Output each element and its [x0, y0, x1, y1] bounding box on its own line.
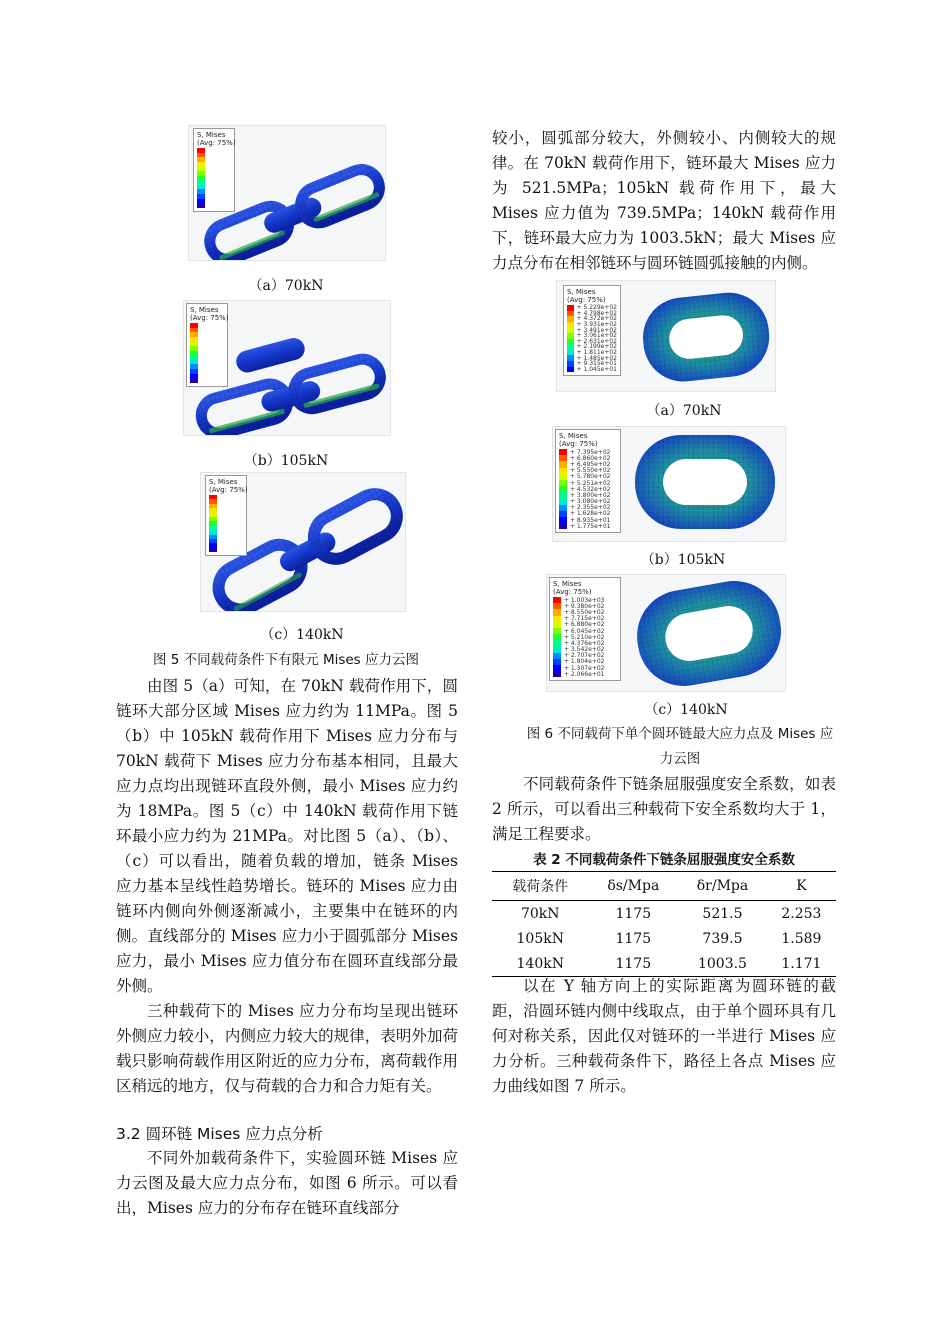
legend-value: + 3.491e+02: [576, 326, 617, 334]
legend-scale-values: [550, 596, 620, 680]
table-cell: 140kN: [492, 951, 589, 977]
right-para-bottom: 以在 Y 轴方向上的实际距离为圆环链的截距，沿圆环链内侧中线取点，由于单个圆环具有几何对称关系，因此仅对链环的一半进行 Mises 应力分析。三种载荷条件下，路径上各点 Mises 应力曲线如图 7 所示。: [492, 977, 836, 1095]
legend-value: + 4.376e+02: [564, 639, 605, 647]
legend-value: + 4.798e+02: [576, 309, 617, 317]
left-para-1: 由图 5（a）可知，在 70kN 载荷作用下，圆链环大部分区域 Mises 应力约为 11MPa。图 5（b）中 105kN 载荷作用下 Mises 应力分布与 70kN 载荷下 Mises 应力分布基本相同，且最大应力点均出现链环直段外侧，最小 Mises 应力约为 18MPa。图 5（c）中 140kN 载荷作用下链环最小应力约为 21MPa。对比图 5（a）、（b）、（c）可以看出，随着负载的增加，链条 Mises 应力基本呈线性趋势增长。链环的 Mises 应力由链环内侧向外侧逐渐减小，主要集中在链环的内侧。直线部分的 Mises 应力小于圆弧部分 Mises 应力，最小 Mises 应力值分布在圆环直线部分最外侧。: [116, 677, 458, 995]
table-cell: 2.253: [781, 905, 822, 922]
legend-value: + 2.631e+02: [576, 337, 617, 345]
fig6a-legend: S, Mises (Avg: 75%) + 5.229e+02 + 4.798e+02 + 4.372e+02 + 3.931e+02 + 3.491e+02 + 3.061e+02 + 2.631e+02 + 2.199e+02 + 1.811e+02 + 1.485e+02 + 9.315e+01 + 1.045e+01: [563, 285, 621, 376]
legend-value: + 1.003e+03: [564, 596, 605, 604]
fig5b-caption: （b）105kN: [243, 453, 329, 469]
legend-value: + 5.251e+02: [570, 479, 611, 487]
right-column-mid: [492, 772, 836, 847]
legend-value: + 6.495e+02: [570, 460, 611, 468]
legend-value: + 8.550e+02: [564, 608, 605, 616]
table-cell: 1175: [589, 951, 679, 977]
legend-scale: [194, 147, 234, 211]
table-cell: 521.5: [702, 905, 743, 922]
legend-value: + 5.229e+02: [576, 304, 617, 312]
right-para-mid: 不同载荷条件下链条屈服强度安全系数，如表 2 所示，可以看出三种载荷下安全系数均大于 1，满足工程要求。: [492, 775, 836, 843]
fig5c-caption: （c）140kN: [260, 627, 344, 643]
legend-swatch: [553, 671, 561, 677]
left-para-3: 不同外加载荷条件下，实验圆环链 Mises 应力云图及最大应力点分布，如图 6 所示。可以看出，Mises 应力的分布存在链环直线部分: [116, 1149, 458, 1217]
fig6b-legend: S, Mises (Avg: 75%) + 7.395e+02 + 6.860e+02 + 6.495e+02 + 5.550e+02 + 5.780e+02 + 5.251e+02 + 4.532e+02 + 3.800e+02 + 3.080e+02 + 2.355e+02 + 1.628e+02 + 8.935e+01 + 1.775e+01: [555, 429, 621, 533]
table-header-row: [492, 872, 836, 901]
fig6b-image: [552, 426, 786, 542]
legend-value: + 9.380e+02: [564, 602, 605, 610]
legend-scale-values: [556, 448, 620, 532]
table-header-cell: δr/Mpa: [678, 872, 767, 901]
legend-value: + 5.550e+02: [570, 467, 611, 475]
legend-value: + 9.315e+01: [576, 360, 617, 368]
fig6a-caption: （a）70kN: [646, 403, 722, 419]
legend-value: + 5.780e+02: [570, 473, 611, 481]
legend-swatch-row: [553, 671, 617, 677]
legend-value: + 2.707e+02: [564, 652, 605, 660]
legend-swatch: [197, 203, 205, 208]
legend-swatch: [559, 523, 567, 529]
legend-value: + 3.931e+02: [576, 321, 617, 329]
legend-value: + 3.061e+02: [576, 332, 617, 340]
fig6c-legend: S, Mises (Avg: 75%) + 1.003e+03 + 9.380e+02 + 8.550e+02 + 7.715e+02 + 6.880e+02 + 6.045e+02 + 5.210e+02 + 4.376e+02 + 3.542e+02 + 2.707e+02 + 1.804e+02 + 1.307e+02 + 2.066e+01: [549, 577, 621, 681]
table-cell: 1003.5: [678, 951, 767, 977]
legend-value: + 1.628e+02: [570, 510, 611, 518]
fig6-caption-line1: 图 6 不同载荷下单个圆环链最大应力点及 Mises 应: [526, 726, 834, 742]
legend-swatch-row: [559, 523, 617, 529]
table2-caption: 表 2 不同载荷条件下链条屈服强度安全系数: [533, 852, 795, 868]
table-cell: 1.171: [767, 951, 836, 977]
fig5c-legend: S, Mises (Avg: 75%): [205, 475, 247, 556]
left-column: [116, 674, 458, 1099]
fig6a-image: [556, 280, 776, 392]
section-heading-3-2: 3.2 圆环链 Mises 应力点分析: [116, 1125, 323, 1143]
legend-swatch-row: [197, 203, 231, 208]
legend-value: + 6.045e+02: [564, 627, 605, 635]
left-para-2: 三种载荷下的 Mises 应力分布均呈现出链环外侧应力较小，内侧应力较大的规律，表明外加荷载只影响荷载作用区附近的应力分布，离荷载作用区稍远的地方，仅与荷载的合力和合力矩有关。: [116, 1002, 458, 1095]
legend-value: + 4.532e+02: [570, 485, 611, 493]
fig6c-image: [546, 574, 786, 692]
legend-value: + 1.485e+02: [576, 354, 617, 362]
legend-swatch-row: [567, 367, 617, 373]
fig6b-caption: （b）105kN: [640, 552, 726, 568]
legend-value: + 1.811e+02: [576, 349, 617, 357]
legend-swatch: [190, 378, 198, 383]
fig5b-legend: S, Mises (Avg: 75%): [186, 303, 228, 387]
legend-value: + 3.080e+02: [570, 498, 611, 506]
fig5-caption: 图 5 不同载荷条件下有限元 Mises 应力云图: [152, 652, 420, 668]
right-column-bottom: [492, 974, 836, 1099]
legend-value: + 3.542e+02: [564, 646, 605, 654]
table-row: [492, 951, 836, 977]
legend-scale: [206, 494, 246, 555]
fig5a-legend: S, Mises (Avg: 75%): [193, 128, 235, 212]
table2: [492, 871, 836, 977]
legend-scale-values: [564, 304, 620, 375]
table-header-cell: δs/Mpa: [589, 872, 679, 901]
legend-value: + 4.372e+02: [576, 315, 617, 323]
fig6-caption: [500, 722, 860, 772]
table-cell: 1.589: [781, 930, 822, 947]
left-column-bottom: [116, 1146, 458, 1221]
legend-value: + 7.395e+02: [570, 448, 611, 456]
legend-swatch: [209, 548, 217, 552]
table-header-cell: 载荷条件: [492, 872, 589, 901]
table-cell: 739.5: [702, 930, 743, 947]
legend-value: + 2.355e+02: [570, 504, 611, 512]
table-cell: 70kN: [520, 905, 560, 922]
legend-value: + 1.804e+02: [564, 658, 605, 666]
fig5b-image: [183, 300, 391, 436]
table-cell: 1175: [615, 905, 652, 922]
legend-value: + 1.307e+02: [564, 664, 605, 672]
fig5a-image: [188, 125, 386, 261]
legend-swatch-row: [209, 548, 243, 552]
legend-value: + 5.210e+02: [564, 633, 605, 641]
legend-value: + 3.800e+02: [570, 491, 611, 499]
legend-value: + 6.880e+02: [564, 621, 605, 629]
legend-value: + 7.715e+02: [564, 615, 605, 623]
legend-swatch-row: [190, 378, 224, 383]
legend-value: + 8.935e+01: [570, 516, 611, 524]
table-cell: 1175: [615, 930, 652, 947]
table-row: [492, 901, 836, 927]
legend-value: + 1.775e+01: [570, 522, 611, 530]
right-column-top: [492, 126, 836, 276]
legend-swatch: [567, 367, 574, 373]
legend-value: + 2.199e+02: [576, 343, 617, 351]
table-header-cell: K: [767, 872, 836, 901]
fig6-caption-line2: 力云图: [659, 751, 701, 767]
legend-value: + 6.860e+02: [570, 454, 611, 462]
right-para-top: 较小，圆弧部分较大，外侧较小、内侧较大的规律。在 70kN 载荷作用下，链环最大 Mises 应力为 521.5MPa；105kN 载荷作用下，最大 Mises 应力值为 739.5MPa；140kN 载荷作用下，链环最大应力为 1003.5kN；最大 Mises 应力点分布在相邻链环与圆环链圆弧接触的内侧。: [492, 129, 836, 272]
legend-value: + 2.066e+01: [564, 670, 605, 678]
fig5c-image: [200, 472, 406, 612]
table-row: [492, 926, 836, 951]
fig6c-caption: （c）140kN: [644, 702, 728, 718]
fig5a-caption: （a）70kN: [248, 278, 324, 294]
legend-value: + 1.045e+01: [576, 365, 617, 373]
table-cell: 105kN: [516, 930, 564, 947]
legend-scale: [187, 322, 227, 386]
